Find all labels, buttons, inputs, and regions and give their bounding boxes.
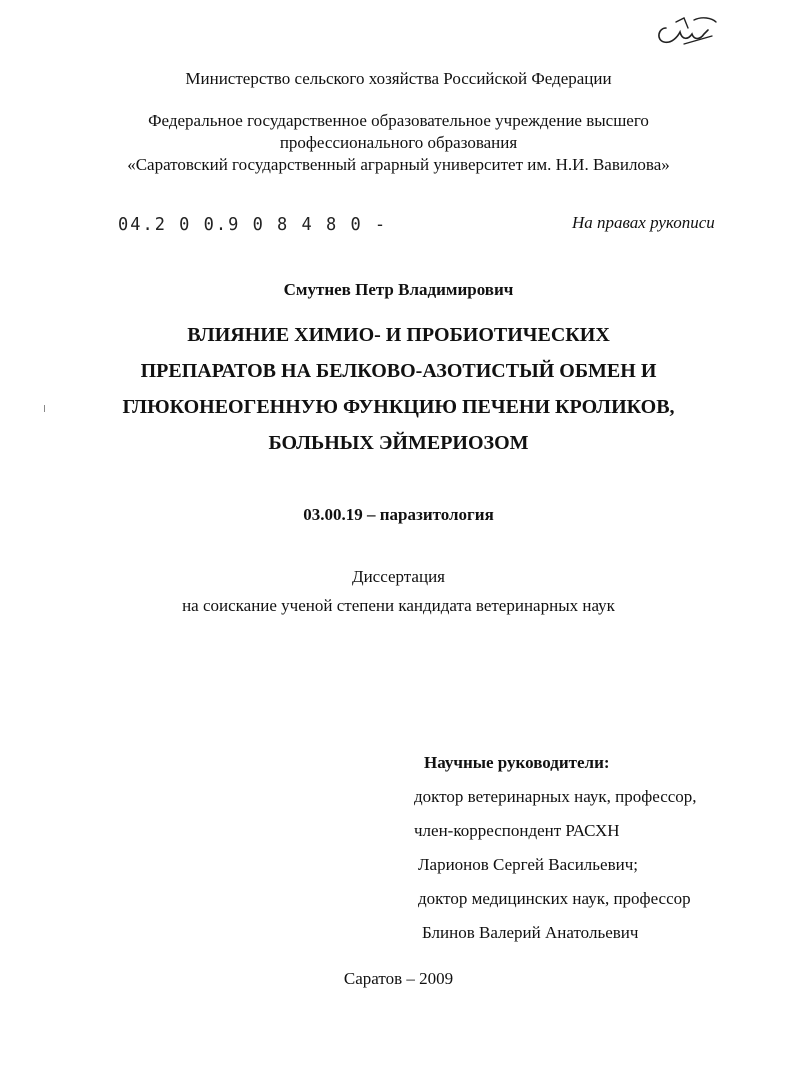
supervisor-line: доктор медицинских наук, профессор [418, 889, 691, 908]
manuscript-rights-note: На правах рукописи [572, 213, 715, 232]
title-line-3: ГЛЮКОНЕОГЕННУЮ ФУНКЦИЮ ПЕЧЕНИ КРОЛИКОВ, [122, 396, 675, 418]
supervisor-line: Блинов Валерий Анатольевич [422, 923, 639, 942]
institution-line-2: профессионального образования [279, 133, 518, 152]
supervisor-line: член-корреспондент РАСХН [414, 821, 620, 840]
supervisor-line: доктор ветеринарных наук, профессор, [414, 787, 697, 806]
place-and-year: Саратов – 2009 [343, 969, 454, 988]
title-line-1: ВЛИЯНИЕ ХИМИО- И ПРОБИОТИЧЕСКИХ [187, 324, 610, 346]
degree-purpose: на соискание ученой степени кандидата ветеринарных наук [182, 596, 615, 615]
archive-number-stamp: 04.2 0 0.9 0 8 4 8 0 - [118, 214, 388, 236]
specialty-code: 03.00.19 – паразитология [303, 505, 494, 524]
title-line-2: ПРЕПАРАТОВ НА БЕЛКОВО-АЗОТИСТЫЙ ОБМЕН И [140, 360, 657, 382]
author-name: Смутнев Петр Владимирович [283, 280, 514, 299]
ministry-line: Министерство сельского хозяйства Российской Федерации [185, 69, 612, 88]
supervisor-line: Ларионов Сергей Васильевич; [418, 855, 638, 874]
title-line-4: БОЛЬНЫХ ЭЙМЕРИОЗОМ [268, 432, 529, 454]
scan-speck [44, 405, 45, 412]
supervisors-heading: Научные руководители: [424, 753, 610, 772]
handwritten-signature [654, 14, 720, 54]
institution-line-3: «Саратовский государственный аграрный университет им. Н.И. Вавилова» [127, 155, 670, 174]
dissertation-title [0, 317, 797, 461]
institution-line-1: Федеральное государственное образовательное учреждение высшего [148, 111, 649, 130]
supervisors-block [414, 752, 697, 956]
degree-type: Диссертация [351, 567, 445, 586]
